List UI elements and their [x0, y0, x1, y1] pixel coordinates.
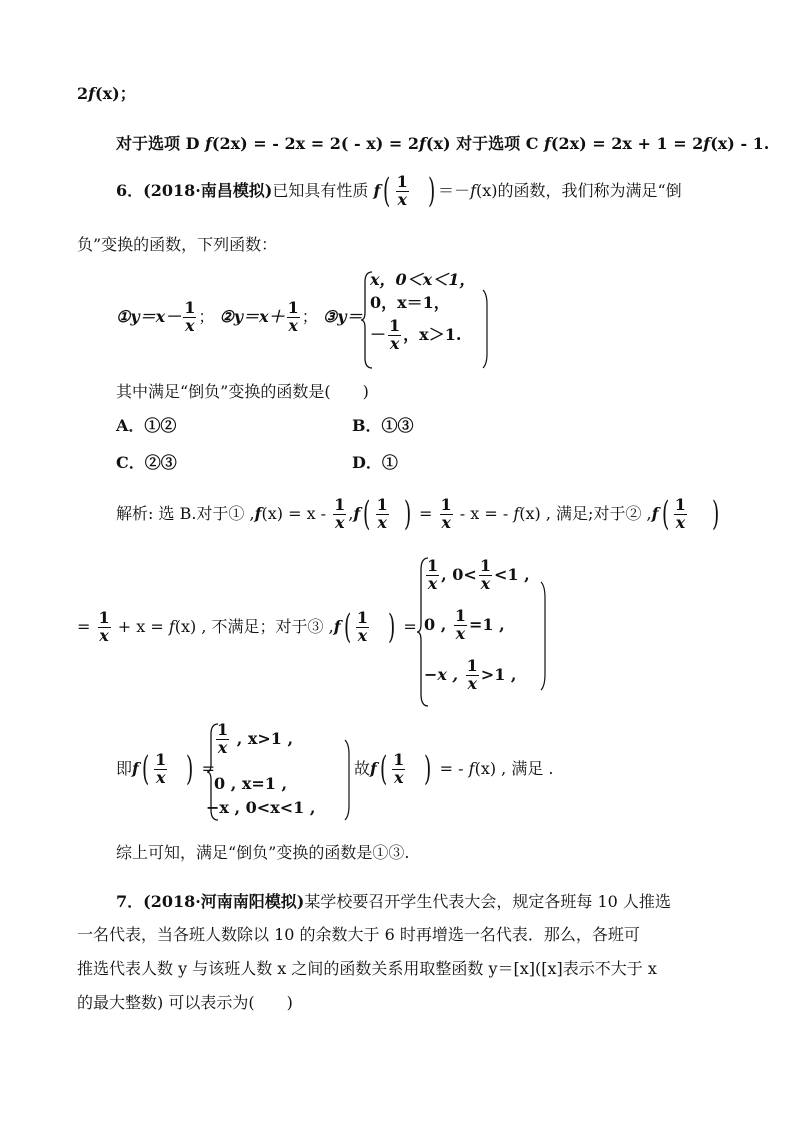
q6-piecewise-right-bar [480, 288, 490, 370]
solution-piecewise-right-bar-2 [342, 738, 352, 822]
top-line-1: 2f(x)； [77, 84, 136, 103]
q6-stem-fraction: $\frac{1}{x}$ [396, 172, 408, 209]
solution-piecewise-2-row-1: $\frac{1}{x}$ , x>1 , [217, 720, 294, 757]
top-line-2: 对于选项 D f(2x) = - 2x = 2( - x) = 2f(x) 对于选项 C f(2x) = 2x + 1 = 2f(x) - 1. [116, 134, 770, 153]
solution-piecewise-1-row-3: −x , $\frac{1}{x}$ >1 , [424, 656, 517, 693]
q6-number: 6．(2018·南昌模拟) [116, 180, 273, 200]
q7-line-4: 的最大整数) 可以表示为( ) [77, 993, 293, 1012]
q6-piecewise-row-1: x，0＜x＜1， [370, 270, 476, 289]
q7-line-2: 一名代表，当各班人数除以 10 的余数大于 6 时再增选一名代表．那么，各班可 [77, 925, 640, 944]
solution-piecewise-2-row-3: −x , 0<x<1 , [206, 798, 316, 817]
solution-piecewise-1-row-1: $\frac{1}{x}$ , 0< $\frac{1}{x}$ <1 , [427, 556, 530, 593]
solution-line-1: 解析: 选 B.对于① ,f(x) = x - $\frac{1}{x}$ ,f( $\frac{1}{x}$ ) = $\frac{1}{x}$ - x = - f(x) , 满足;对于② ,f( $\frac{1}{x}$ ) [116, 494, 720, 535]
q6-stem-line-2: 负”变换的函数，下列函数： [77, 235, 278, 254]
solution-piecewise-1-row-2: 0 , $\frac{1}{x}$ =1 , [424, 606, 505, 643]
q6-stem-line-1: 6．(2018·南昌模拟)已知具有性质 f( $\frac{1}{x}$ ) ＝－f(x)的函数，我们称为满足“倒 [116, 171, 682, 212]
solution-line-2: = $\frac{1}{x}$ + x = f(x) , 不满足；对于③ ,f( $\frac{1}{x}$ ) = [77, 607, 417, 648]
q6-choice-b[interactable]: B．①③ [352, 416, 414, 435]
q7-number: 7．(2018·河南南阳模拟) [116, 892, 305, 911]
q6-question: 其中满足“倒负”变换的函数是( ) [116, 382, 369, 401]
solution-conclusion: 综上可知，满足“倒负”变换的函数是①③. [116, 843, 410, 862]
q7-line-3: 推选代表人数 y 与该班人数 x 之间的函数关系用取整函数 y＝[x]([x]表示不大于 x [77, 959, 657, 978]
q7-line-1: 7．(2018·河南南阳模拟)某学校要召开学生代表大会，规定各班每 10 人推选 [116, 892, 671, 911]
solution-piecewise-2-row-2: 0 , x=1 , [214, 774, 288, 793]
q6-piecewise-row-3: － $\frac{1}{x}$ ，x＞1. [370, 316, 462, 353]
solution-line-3: 即f( $\frac{1}{x}$ ) = [116, 749, 216, 790]
q6-choice-d[interactable]: D．① [352, 453, 398, 472]
q6-piecewise-row-2: 0，x＝1， [370, 293, 450, 312]
q6-choice-c[interactable]: C．②③ [116, 453, 177, 472]
solution-piecewise-right-bar-1 [538, 580, 548, 692]
q6-choice-a[interactable]: A．①② [116, 416, 177, 435]
q6-function-options: ①y＝x－ $\frac{1}{x}$ ； ②y＝x＋ $\frac{1}{x}$ ； ③y＝ [116, 298, 363, 335]
solution-line-3-conclusion: 故f( $\frac{1}{x}$ ) = - f(x) , 满足 . [354, 749, 554, 790]
